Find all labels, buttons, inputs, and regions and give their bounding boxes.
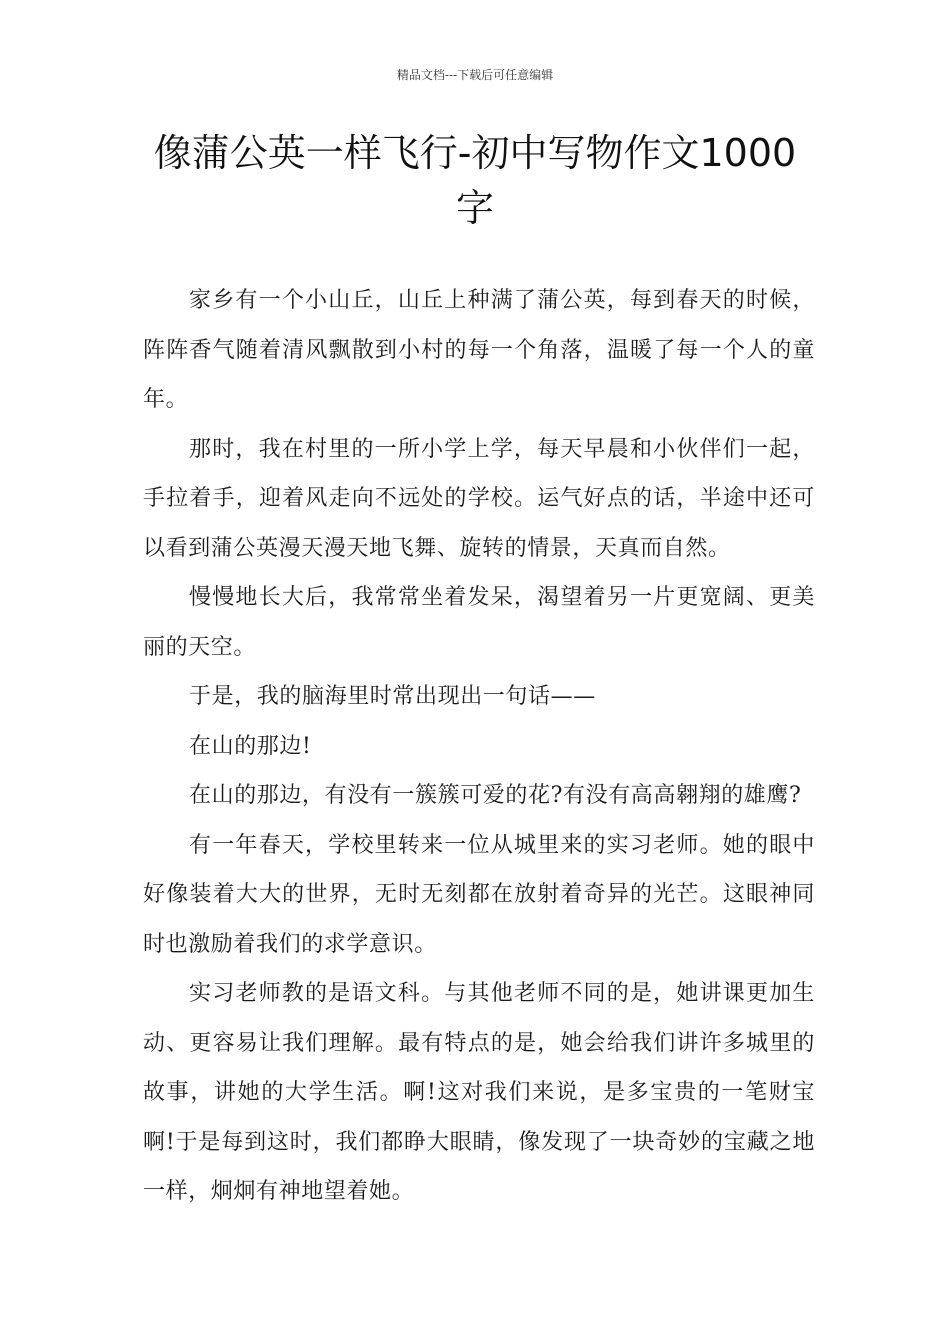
paragraph: 家乡有一个小山丘，山丘上种满了蒲公英，每到春天的时候，阵阵香气随着清风飘散到小村的每一个角落，温暖了每一个人的童年。 — [143, 288, 815, 412]
paragraph: 有一年春天，学校里转来一位从城里来的实习老师。她的眼中好像装着大大的世界，无时无刻都在放射着奇异的光芒。这眼神同时也激励着我们的求学意识。 — [143, 832, 815, 957]
paragraph: 慢慢地长大后，我常常坐着发呆，渴望着另一片更宽阔、更美丽的天空。 — [143, 585, 815, 660]
paragraph: 那时，我在村里的一所小学上学，每天早晨和小伙伴们一起，手拉着手，迎着风走向不远处的学校。运气好点的话，半途中还可以看到蒲公英漫天漫天地飞舞、旋转的情景，天真而自然。 — [143, 436, 815, 561]
page-title: 像蒲公英一样飞行-初中写物作文1000字 — [153, 131, 797, 230]
paragraph: 于是，我的脑海里时常出现出一句话—— — [189, 684, 596, 709]
paragraph: 在山的那边，有没有一簇簇可爱的花?有没有高高翱翔的雄鹰? — [189, 783, 802, 808]
paragraph: 在山的那边! — [189, 733, 312, 759]
header-note: 精品文档---下载后可任意编辑 — [396, 68, 554, 82]
paragraph: 实习老师教的是语文科。与其他老师不同的是，她讲课更加生动、更容易让我们理解。最有特点的是，她会给我们讲许多城里的故事，讲她的大学生活。啊!这对我们来说，是多宝贵的一笔财宝啊!于是每到这时，我们都睁大眼睛，像发现了一块奇妙的宝藏之地一样，炯炯有神地望着她。 — [143, 981, 815, 1204]
article-body — [143, 276, 815, 1217]
